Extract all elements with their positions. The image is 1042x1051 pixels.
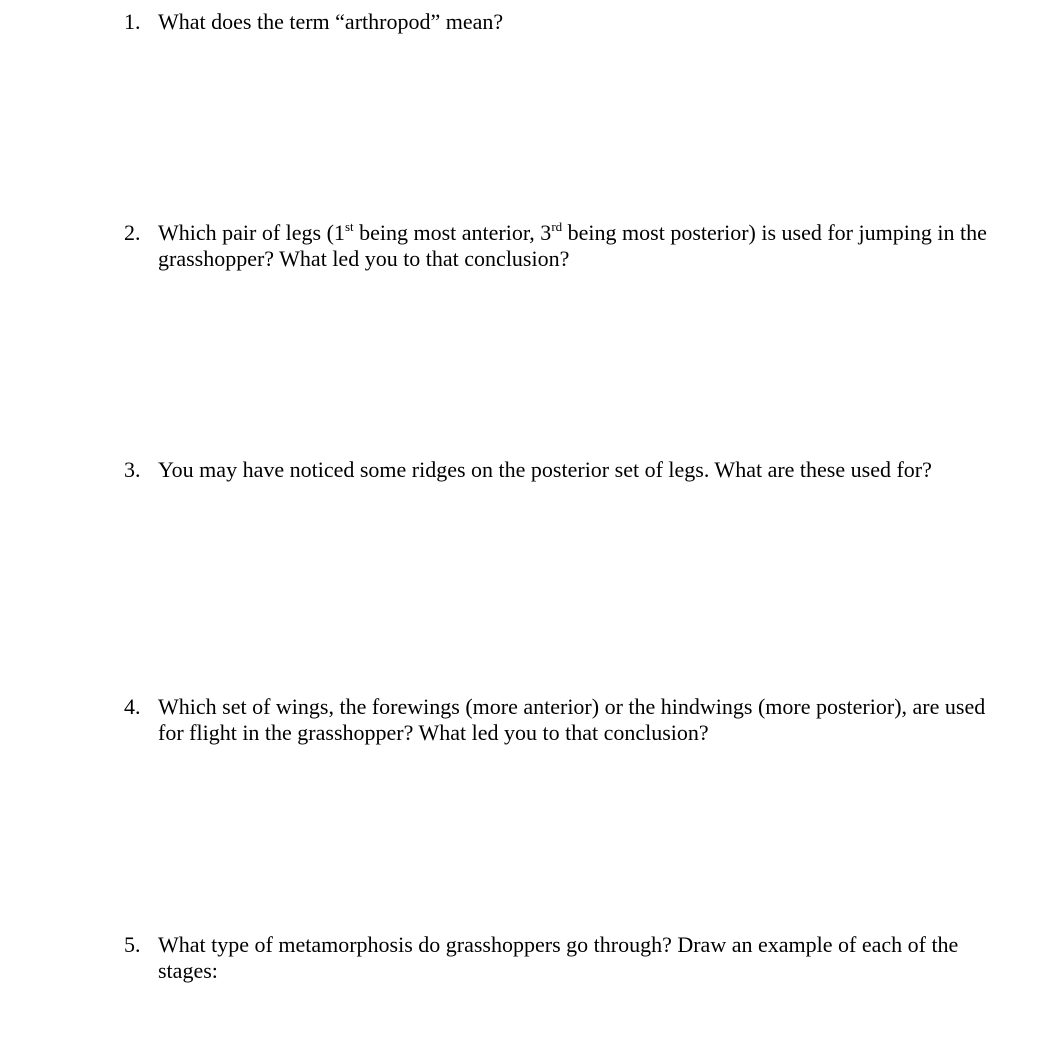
question-text-part: being most anterior, 3 — [353, 220, 552, 245]
question-2 — [124, 220, 994, 272]
question-5 — [124, 932, 994, 984]
ordinal-suffix: st — [344, 218, 354, 234]
question-text — [158, 694, 994, 746]
question-text-part: being most posterior) is used for jumping in the grasshopper? What led you to that conclusion? — [158, 220, 987, 271]
question-text — [158, 932, 994, 984]
question-number: 1. — [124, 9, 141, 34]
question-text-part: Which set of wings, the forewings (more anterior) or the hindwings (more posterior), are used for flight in the grasshopper? What led you to that conclusion? — [158, 694, 986, 745]
question-text-part: Which pair of legs (1 — [158, 220, 345, 245]
question-text-part: You may have noticed some ridges on the posterior set of legs. What are these used for? — [158, 457, 932, 482]
question-text — [158, 9, 994, 35]
question-text-part: What type of metamorphosis do grasshoppers go through? Draw an example of each of the stages: — [158, 932, 959, 983]
question-number: 5. — [124, 932, 141, 957]
question-1 — [124, 9, 994, 35]
question-4 — [124, 694, 994, 746]
question-text-part: What does the term “arthropod” mean? — [158, 9, 504, 34]
question-3 — [124, 457, 994, 483]
ordinal-suffix: rd — [551, 218, 563, 234]
question-number: 4. — [124, 694, 141, 719]
question-text — [158, 457, 994, 483]
question-number: 2. — [124, 220, 141, 245]
question-number: 3. — [124, 457, 141, 482]
question-text — [158, 220, 994, 272]
